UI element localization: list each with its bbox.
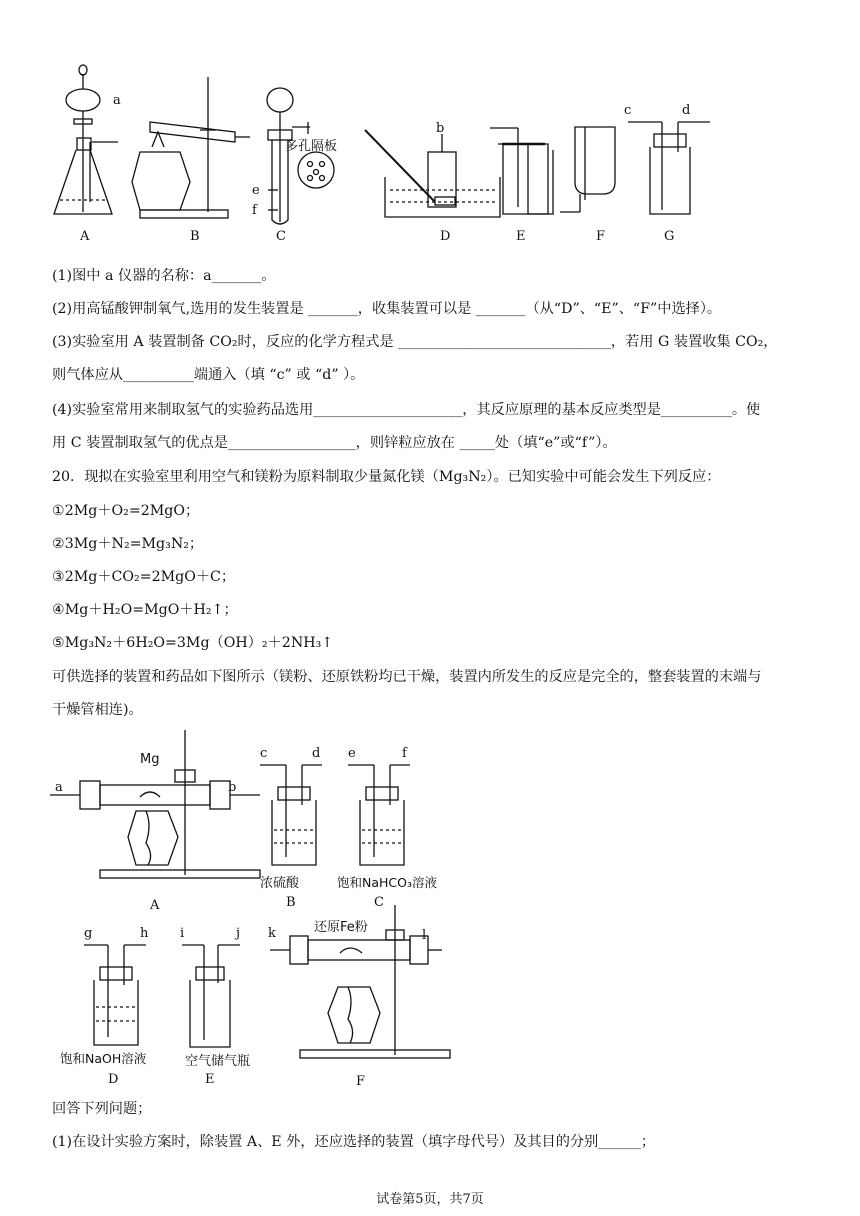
- apparatus2-label-f: F: [356, 1074, 366, 1089]
- port-label-c: c: [260, 746, 268, 761]
- apparatus-g-bottle: [628, 122, 710, 214]
- apparatus-b-wash-bottle: [260, 765, 322, 865]
- port-label-d: d: [312, 746, 321, 761]
- port-label-a: a: [55, 780, 63, 795]
- caption-sat-naoh: 饱和NaOH溶液: [60, 1051, 147, 1066]
- port-label-j: j: [236, 926, 241, 941]
- q20-reaction-3: ③2Mg＋CO₂=2MgO＋C；: [52, 569, 236, 585]
- port-label-g: g: [84, 926, 93, 941]
- q20-intro: 20．现拟在实验室里利用空气和镁粉为原料制取少量氮化镁（Mg₃N₂）。已知实验中可能会发生下列反应：: [52, 469, 721, 485]
- apparatus2-label-b: B: [286, 895, 296, 910]
- reagent-reduced-fe: 还原Fe粉: [314, 920, 368, 935]
- apparatus-label-g: G: [664, 229, 675, 244]
- part-label-f: f: [252, 203, 257, 218]
- apparatus2-label-c: C: [374, 895, 384, 910]
- figure-1-apparatus: [40, 52, 720, 247]
- port-label-k: k: [268, 926, 276, 941]
- porous-plate-label: 多孔隔板: [285, 139, 338, 154]
- apparatus-label-a: A: [80, 229, 90, 244]
- part-label-b: b: [436, 121, 445, 136]
- apparatus-label-b: B: [190, 229, 200, 244]
- port-label-i: i: [180, 926, 185, 941]
- apparatus-c-tube: [267, 88, 334, 224]
- apparatus-d-wash-bottle: [84, 945, 146, 1045]
- apparatus-label-f: F: [596, 229, 606, 244]
- reagent-mg: Mg: [140, 752, 160, 767]
- part-label-e: e: [252, 183, 260, 198]
- caption-conc-sulfuric-acid: 浓硫酸: [260, 876, 300, 891]
- q19-item-4b: 用 C 装置制取氢气的优点是__________________，则锌粒应放在 _____处（填“e”或“f”）。: [52, 435, 617, 451]
- q20-question-1: (1)在设计实验方案时，除装置 A、E 外，还应选择的装置（填字母代号）及其目的分别______；: [52, 1134, 656, 1150]
- q20-reaction-1: ①2Mg＋O₂=2MgO；: [52, 503, 200, 519]
- port-label-l: l: [422, 928, 427, 943]
- part-label-a: a: [113, 93, 121, 108]
- q20-note-a: 可供选择的装置和药品如下图所示（镁粉、还原铁粉均已干燥，装置内所发生的反应是完全的，整套装置的末端与: [52, 669, 762, 685]
- q20-note-b: 干燥管相连)。: [52, 702, 143, 718]
- apparatus-label-c: C: [276, 229, 286, 244]
- figure-2-apparatus: [50, 725, 490, 1095]
- port-label-h: h: [140, 926, 149, 941]
- apparatus-e-reservoir: [182, 945, 240, 1047]
- apparatus2-label-e: E: [205, 1072, 215, 1087]
- q19-item-4a: (4)实验室常用来制取氢气的实验药品选用_____________________，其反应原理的基本反应类型是__________。使: [52, 402, 761, 418]
- apparatus-label-e: E: [516, 229, 526, 244]
- caption-air-reservoir: 空气储气瓶: [185, 1054, 251, 1069]
- caption-sat-nahco3: 饱和NaHCO₃溶液: [337, 875, 437, 890]
- apparatus-d-trough: [365, 130, 500, 217]
- apparatus2-label-a: A: [150, 898, 160, 913]
- part-label-d: d: [682, 103, 691, 118]
- apparatus-f-jar: [560, 127, 615, 212]
- q19-item-3a: (3)实验室用 A 装置制备 CO₂时，反应的化学方程式是 ______________________________，若用 G 装置收集 CO₂，: [52, 334, 778, 350]
- apparatus2-label-d: D: [108, 1072, 119, 1087]
- q20-reaction-4: ④Mg＋H₂O=MgO＋H₂↑；: [52, 602, 238, 618]
- q19-item-2: (2)用高锰酸钾制氧气,选用的发生装置是 _______，收集装置可以是 _______（从“D”、“E”、“F”中选择）。: [52, 301, 722, 317]
- part-label-c: c: [624, 103, 632, 118]
- q20-reaction-5: ⑤Mg₃N₂＋6H₂O=3Mg（OH）₂＋2NH₃↑: [52, 635, 334, 651]
- q20-answer-intro: 回答下列问题；: [52, 1101, 152, 1117]
- apparatus-a-conical-flask: [54, 65, 118, 214]
- q20-reaction-2: ②3Mg＋N₂=Mg₃N₂；: [52, 536, 204, 552]
- port-label-b: b: [228, 780, 237, 795]
- port-label-f: f: [402, 746, 407, 761]
- page-footer: 试卷第5页，共7页: [376, 1192, 484, 1207]
- port-label-e: e: [348, 746, 356, 761]
- apparatus-c-wash-bottle: [348, 765, 410, 865]
- apparatus-b-heating: [132, 77, 250, 218]
- apparatus-label-d: D: [440, 229, 451, 244]
- q19-item-3b: 则气体应从__________端通入（填 “c” 或 “d” ）。: [52, 367, 365, 383]
- q19-item-1: (1)图中 a 仪器的名称：a_______。: [52, 268, 276, 284]
